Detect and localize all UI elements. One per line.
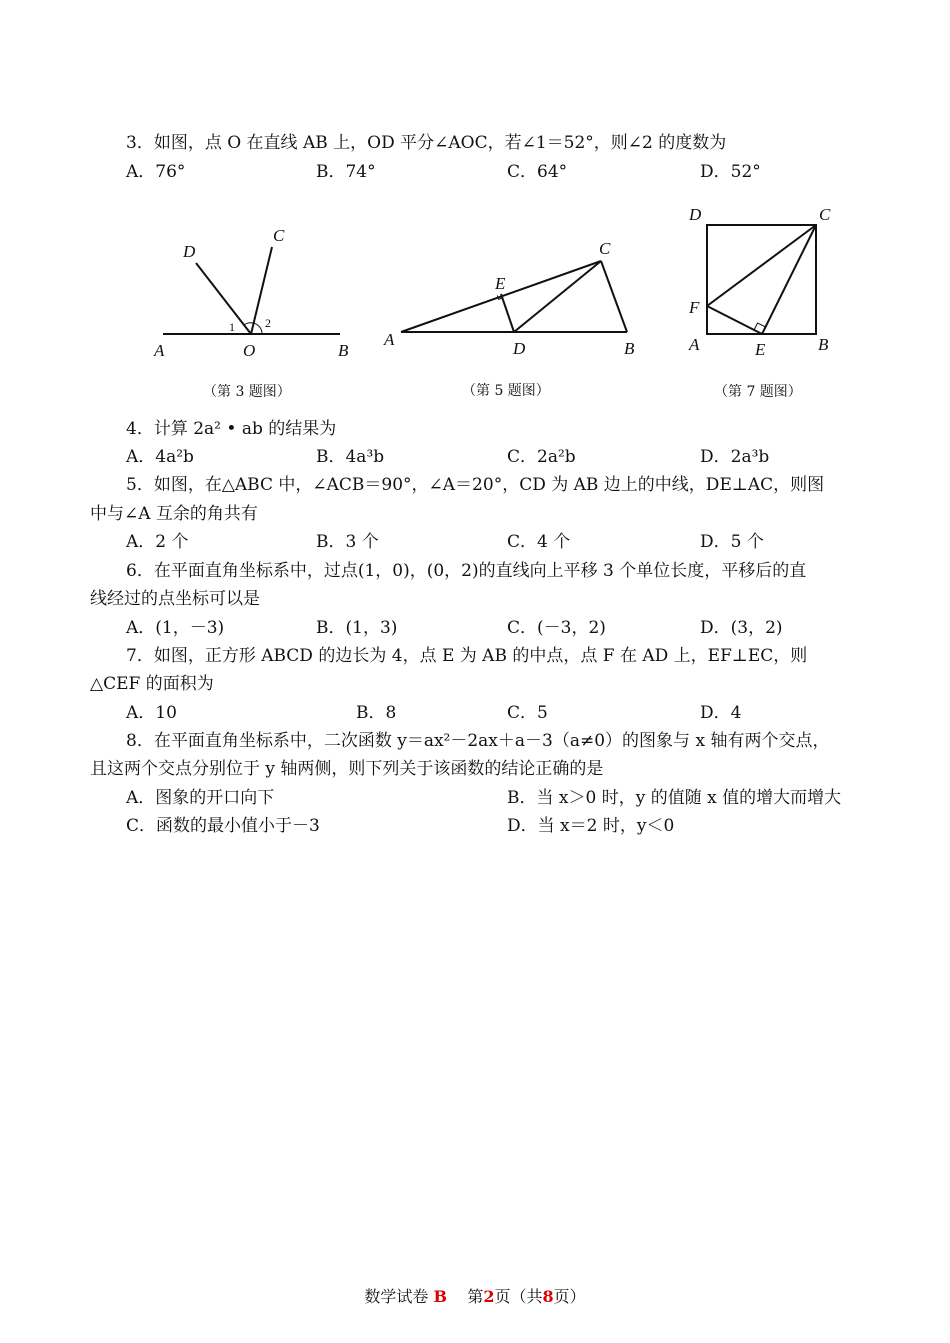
label-f: F xyxy=(689,298,700,317)
footer-subject: 数学试卷 xyxy=(364,1287,429,1306)
figure-7 xyxy=(680,200,840,365)
q6-option-b: B．(1，3) xyxy=(316,618,398,638)
q6-stem-line1: 6．在平面直角坐标系中，过点(1，0)，(0，2)的直线向上平移 3 个单位长度，平移后的直 xyxy=(126,561,807,581)
footer-total-suffix: 页） xyxy=(553,1287,586,1306)
segment-cb xyxy=(601,261,627,332)
figure-3 xyxy=(140,215,360,365)
q8-option-c: C．函数的最小值小于－3 xyxy=(126,816,320,836)
q5-stem-line2: 中与∠A 互余的角共有 xyxy=(90,504,258,524)
q7-option-a: A．10 xyxy=(126,703,177,723)
q8-option-a: A．图象的开口向下 xyxy=(126,788,275,808)
footer-version: B xyxy=(433,1287,447,1306)
q3-stem: 3．如图，点 O 在直线 AB 上，OD 平分∠AOC，若∠1＝52°，则∠2 的度数为 xyxy=(126,133,727,153)
q4-stem: 4．计算 2a² • ab 的结果为 xyxy=(126,419,337,439)
q3-option-c: C．64° xyxy=(507,162,568,182)
label-c: C xyxy=(273,226,285,245)
label-c: C xyxy=(599,239,611,258)
q3-option-b: B．74° xyxy=(316,162,376,182)
square-abcd xyxy=(707,225,816,334)
q5-option-a: A．2 个 xyxy=(126,532,189,552)
label-d: D xyxy=(183,242,196,261)
q6-option-c: C．(－3，2) xyxy=(507,618,606,638)
segment-ec xyxy=(762,225,816,334)
label-a: A xyxy=(384,330,395,349)
label-e: E xyxy=(495,274,506,293)
q6-option-a: A．(1，－3) xyxy=(126,618,225,638)
q6-stem-line2: 线经过的点坐标可以是 xyxy=(90,589,260,609)
q8-stem-line2: 且这两个交点分别位于 y 轴两侧，则下列关于该函数的结论正确的是 xyxy=(90,759,604,779)
q5-option-d: D．5 个 xyxy=(700,532,764,552)
q7-stem-line2: △CEF 的面积为 xyxy=(90,674,214,694)
q4-option-c: C．2a²b xyxy=(507,447,576,467)
segment-fc xyxy=(707,225,816,306)
q5-option-b: B．3 个 xyxy=(316,532,379,552)
footer-page-suffix: 页（共 xyxy=(494,1287,543,1306)
angle-1-label: 1 xyxy=(229,320,235,334)
q7-option-c: C．5 xyxy=(507,703,548,723)
footer-page-prefix: 第 xyxy=(467,1287,484,1306)
figure-5-caption: （第 5 题图） xyxy=(462,383,550,399)
label-b: B xyxy=(624,339,635,358)
footer-total-pages: 8 xyxy=(542,1287,554,1306)
label-d: D xyxy=(513,339,526,358)
q4-option-a: A．4a²b xyxy=(126,447,194,467)
segment-cd xyxy=(514,261,601,332)
figure-3-caption: （第 3 题图） xyxy=(203,384,291,400)
q8-option-b: B．当 x＞0 时，y 的值随 x 值的增大而增大 xyxy=(507,788,842,808)
footer-page-number: 2 xyxy=(483,1287,495,1306)
angle-2-label: 2 xyxy=(265,316,271,330)
angle-1-arc xyxy=(244,323,253,325)
q4-option-d: D．2a³b xyxy=(700,447,770,467)
label-e: E xyxy=(755,340,766,359)
ray-od xyxy=(196,263,251,334)
q3-option-a: A．76° xyxy=(126,162,186,182)
figure-7-caption: （第 7 题图） xyxy=(714,384,802,400)
figure-5 xyxy=(380,230,650,365)
label-o: O xyxy=(243,341,256,360)
label-a: A xyxy=(689,335,700,354)
segment-de xyxy=(501,294,514,332)
label-d: D xyxy=(689,205,702,224)
q5-option-c: C．4 个 xyxy=(507,532,571,552)
q6-option-d: D．(3，2) xyxy=(700,618,783,638)
label-a: A xyxy=(154,341,165,360)
label-b: B xyxy=(338,341,349,360)
q4-option-b: B．4a³b xyxy=(316,447,385,467)
page-footer xyxy=(0,1284,950,1307)
q8-stem-line1: 8．在平面直角坐标系中，二次函数 y＝ax²－2ax＋a－3（a≠0）的图象与 x 轴有两个交点， xyxy=(126,731,830,751)
q7-stem-line1: 7．如图，正方形 ABCD 的边长为 4，点 E 为 AB 的中点，点 F 在 AD 上，EF⊥EC，则 xyxy=(126,646,808,666)
q8-option-d: D．当 x＝2 时，y＜0 xyxy=(507,816,675,836)
label-b: B xyxy=(818,335,829,354)
q3-option-d: D．52° xyxy=(700,162,761,182)
q7-option-b: B．8 xyxy=(356,703,397,723)
label-c: C xyxy=(819,205,831,224)
angle-2-arc xyxy=(253,323,262,334)
q5-stem-line1: 5．如图，在△ABC 中，∠ACB＝90°，∠A＝20°，CD 为 AB 边上的中线，DE⊥AC，则图 xyxy=(126,475,825,495)
q7-option-d: D．4 xyxy=(700,703,742,723)
